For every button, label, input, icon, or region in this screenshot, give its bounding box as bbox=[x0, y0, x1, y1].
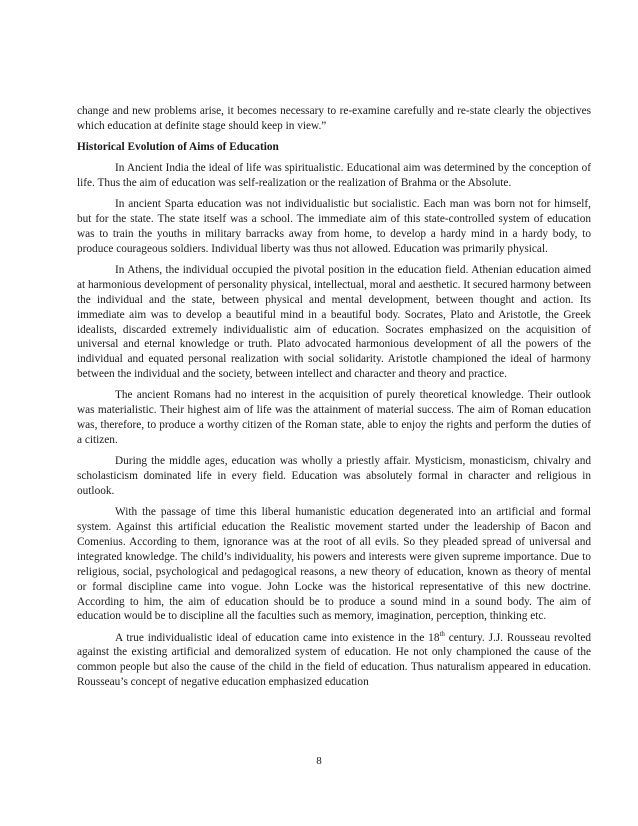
paragraph-rome: The ancient Romans had no interest in the acquisition of purely theoretical knowledge. Their outlook was materialistic. Their highest aim of life was the attainment of material success. The aim of Roman education was, therefore, to produce a worthy citizen of the Roman state, able to enjoy the rights and perform the duties of a citizen. bbox=[77, 389, 591, 447]
section-heading: Historical Evolution of Aims of Education bbox=[77, 141, 279, 153]
paragraph-ancient-india: In Ancient India the ideal of life was spiritualistic. Educational aim was determined by the conception of life. Thus the aim of education was self-realization or the realization of Brahma or the Absolute. bbox=[77, 162, 591, 189]
paragraph-realism: With the passage of time this liberal humanistic education degenerated into an artificial and formal system. Against this artificial education the Realistic movement started under the leadership of Bacon and Comenius. According to them, ignorance was at the root of all evils. So they pleaded spread of universal and integrated knowledge. The child’s individuality, his powers and interests were given supreme importance. Due to religious, social, psychological and pedagogical reasons, a new theory of education, known as theory of mental or formal discipline came into vogue. John Locke was the historical representative of this new doctrine. According to him, the aim of education should be to produce a sound mind in a sound body. The aim of education would be to discipline all the faculties such as memory, imagination, perception, thinking etc. bbox=[77, 506, 591, 623]
rousseau-text-end: century. J.J. Rousseau revolted against the existing artificial and demoralized system of education. He not only championed the cause of the common people but also the cause of the child in the field of education. Thus naturalism appeared in education. Rousseau’s concept of negative education emphasized education bbox=[77, 631, 591, 689]
page-body bbox=[77, 104, 591, 696]
rousseau-text-start: A true individualistic ideal of education came into existence in the 18 bbox=[115, 631, 440, 644]
paragraph-athens: In Athens, the individual occupied the pivotal position in the education field. Athenian education aimed at harmonious development of personality physical, intellectual, moral and aesthetic. It secured harmony between the individual and the state, between physical and mental development, between thought and action. Its immediate aim was to develop a beautiful mind in a beautiful body. Socrates, Plato and Aristotle, the Greek idealists, discarded extremely individualistic aim of education. Socrates emphasized on the acquisition of universal and eternal knowledge or truth. Plato advocated harmonious development of all the powers of the individual and equated personal realization with social solidarity. Aristotle championed the ideal of harmony between the individual and the society, between intellect and character and theory and practice. bbox=[77, 263, 591, 381]
ordinal-superscript: th bbox=[439, 629, 445, 638]
intro-paragraph: change and new problems arise, it becomes necessary to re-examine carefully and re-state clearly the objectives which education at definite stage should keep in view.” bbox=[77, 105, 591, 132]
paragraph-rousseau bbox=[77, 631, 591, 691]
paragraph-middle-ages: During the middle ages, education was wholly a priestly affair. Mysticism, monasticism, chivalry and scholasticism dominated life in every field. Education was absolutely formal in character and religious in outlook. bbox=[77, 455, 591, 497]
paragraph-sparta: In ancient Sparta education was not individualistic but socialistic. Each man was born not for himself, but for the state. The state itself was a school. The immediate aim of this state-controlled system of education was to train the youths in military barracks away from home, to develop a hardy mind in a hardy body, to produce courageous soldiers. Individual liberty was thus not allowed. Education was primarily physical. bbox=[77, 198, 591, 255]
page-number: 8 bbox=[316, 755, 322, 767]
